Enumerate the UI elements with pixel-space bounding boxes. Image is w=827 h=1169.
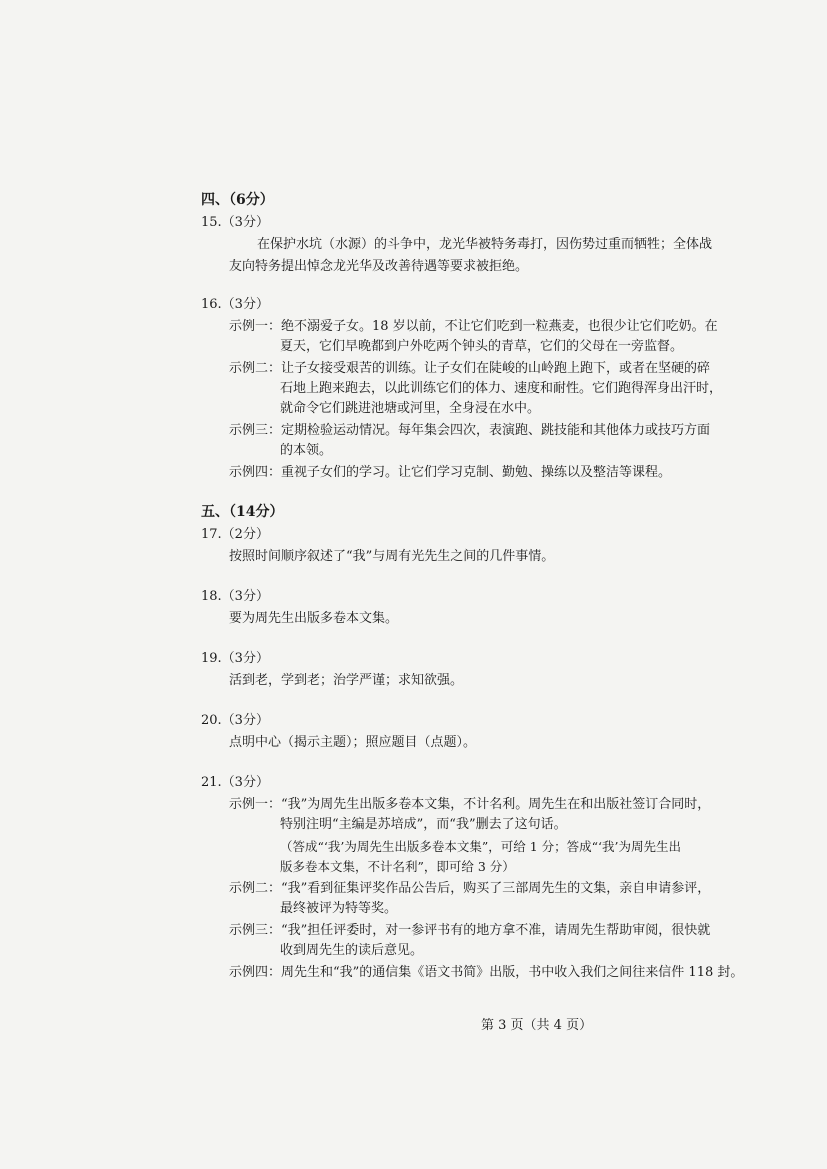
q21-label: 21.（3分） (201, 775, 269, 790)
q16-ex1-line-1: 示例一：绝不溺爱子女。18 岁以前，不让它们吃到一粒燕麦，也很少让它们吃奶。在 (229, 319, 718, 334)
q18-answer: 要为周先生出版多卷本文集。 (229, 611, 399, 626)
q21-note-line-1: （答成“‘我’为周先生出版多卷本文集”，可给 1 分；答成“‘我’为周先生出 (280, 839, 681, 854)
page-footer: 第 3 页（共 4 页） (481, 1018, 593, 1033)
q15-line-1: 在保护水坑（水源）的斗争中，龙光华被特务毒打，因伤势过重而牺牲；全体战 (257, 237, 713, 252)
q21-ex3-line-2: 收到周先生的读后意见。 (280, 943, 424, 958)
section-5-heading: 五、（14分） (201, 504, 284, 520)
q16-ex2-line-3: 就命令它们跳进池塘或河里，全身浸在水中。 (280, 401, 541, 416)
q16-ex2-line-2: 石地上跑来跑去，以此训练它们的体力、速度和耐性。它们跑得浑身出汗时， (280, 381, 723, 396)
q21-ex4-line-1: 示例四：周先生和“我”的通信集《语文书简》出版，书中收入我们之间往来信件 118 封。 (229, 965, 744, 980)
q16-ex4-line-1: 示例四：重视子女们的学习。让它们学习克制、勤勉、操练以及整洁等课程。 (229, 465, 672, 480)
q17-answer: 按照时间顺序叙述了“我”与周有光先生之间的几件事情。 (229, 549, 555, 564)
q17-label: 17.（2分） (201, 527, 269, 542)
q16-label: 16.（3分） (201, 297, 269, 312)
q16-ex3-line-1: 示例三：定期检验运动情况。每年集会四次，表演跑、跳技能和其他体力或技巧方面 (229, 423, 711, 438)
q20-label: 20.（3分） (201, 713, 269, 728)
q21-note-line-2: 版多卷本文集，不计名利”，即可给 3 分） (280, 859, 515, 874)
q15-label: 15.（3分） (201, 215, 269, 230)
q16-ex3-line-2: 的本领。 (280, 443, 333, 458)
q16-ex1-line-2: 夏天，它们早晚都到户外吃两个钟头的青草，它们的父母在一旁监督。 (280, 339, 684, 354)
q18-label: 18.（3分） (201, 589, 269, 604)
q21-ex1-line-2: 特别注明“主编是苏培成”，而“我”删去了这句话。 (280, 817, 567, 832)
q20-answer: 点明中心（揭示主题）；照应题目（点题）。 (229, 735, 477, 750)
q15-line-2: 友向特务提出悼念龙光华及改善待遇等要求被拒绝。 (229, 259, 529, 274)
q21-ex3-line-1: 示例三：“我”担任评委时，对一参评书有的地方拿不准，请周先生帮助审阅，很快就 (229, 923, 711, 938)
q19-label: 19.（3分） (201, 651, 269, 666)
q19-answer: 活到老，学到老；治学严谨；求知欲强。 (229, 673, 464, 688)
q16-ex2-line-1: 示例二：让子女接受艰苦的训练。让子女们在陡峻的山岭跑上跑下，或者在坚硬的碎 (229, 361, 711, 376)
q21-ex2-line-2: 最终被评为特等奖。 (280, 901, 398, 916)
q21-ex1-line-1: 示例一：“我”为周先生出版多卷本文集，不计名利。周先生在和出版社签订合同时， (229, 797, 711, 812)
q21-ex2-line-1: 示例二：“我”看到征集评奖作品公告后，购买了三部周先生的文集，亲自申请参评， (229, 881, 711, 896)
section-4-heading: 四、（6分） (201, 192, 274, 208)
